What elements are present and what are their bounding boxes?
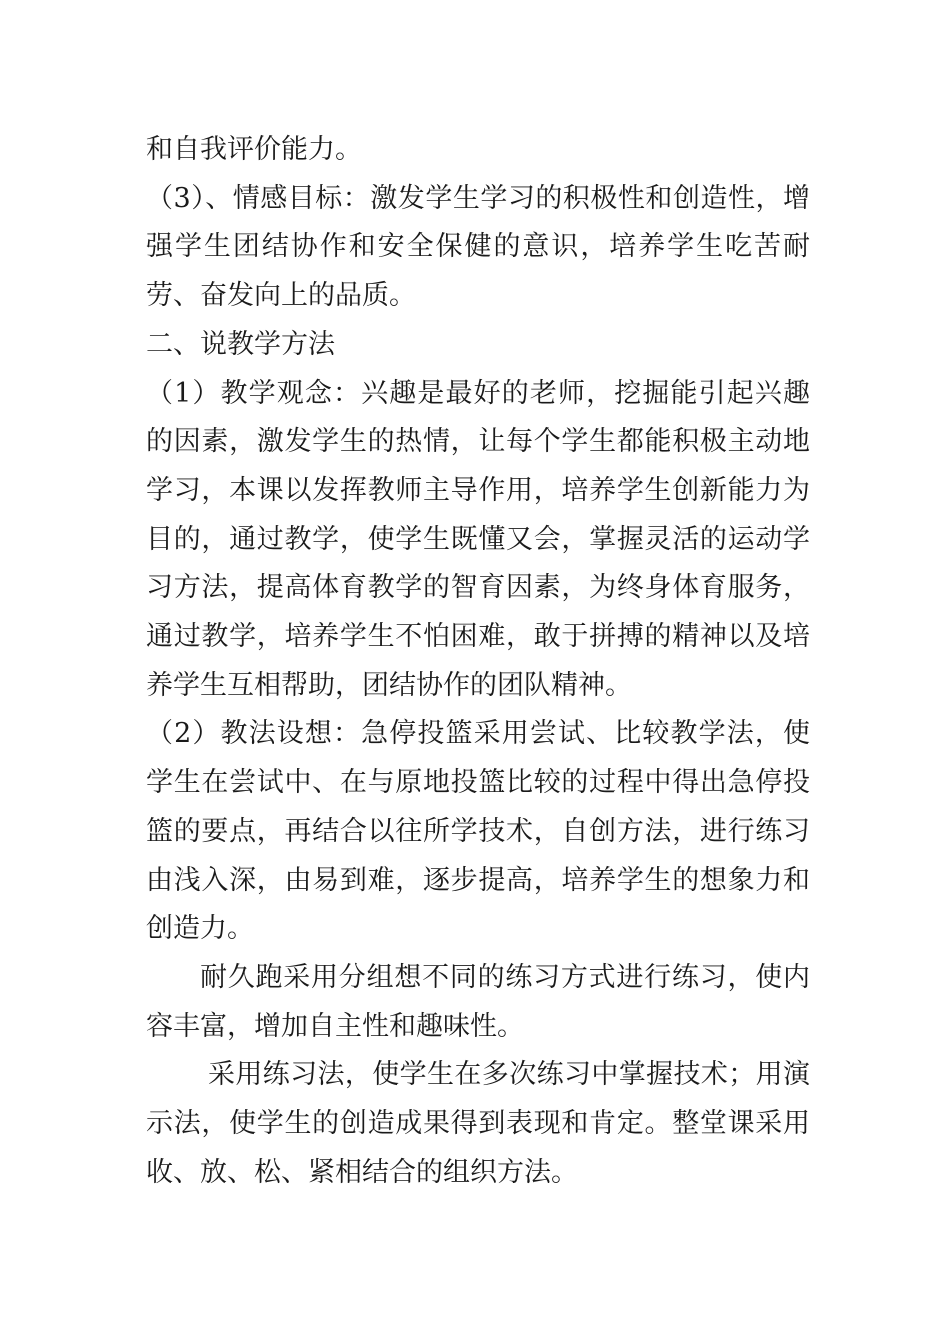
paragraph-teaching-plan: （2）教法设想：急停投篮采用尝试、比较教学法，使学生在尝试中、在与原地投篮比较的过程中得出急停投篮的要点，再结合以往所学技术，自创方法，进行练习由浅入深，由易到难，逐步提高，培养学生的想象力和创造力。	[146, 718, 810, 945]
paragraph-continuation: 和自我评价能力。	[146, 134, 362, 165]
document-body	[146, 126, 810, 1197]
section-heading-teaching-methods: 二、说教学方法	[146, 328, 335, 360]
paragraph-endurance-run: 耐久跑采用分组想不同的练习方式进行练习，使内容丰富，增加自主性和趣味性。	[146, 961, 810, 1042]
paragraph-teaching-concept: （1）教学观念：兴趣是最好的老师，挖掘能引起兴趣的因素，激发学生的热情，让每个学生都能积极主动地学习，本课以发挥教师主导作用，培养学生创新能力为目的，通过教学，使学生既懂又会，掌握灵活的运动学习方法，提高体育教学的智育因素，为终身体育服务，通过教学，培养学生不怕困难，敢于拼搏的精神以及培养学生互相帮助，团结协作的团队精神。	[146, 377, 810, 701]
paragraph-practice-method: 采用练习法，使学生在多次练习中掌握技术；用演示法，使学生的创造成果得到表现和肯定。整堂课采用收、放、松、紧相结合的组织方法。	[146, 1059, 810, 1188]
paragraph-affective-goal: （3）、情感目标：激发学生学习的积极性和创造性，增强学生团结协作和安全保健的意识，培养学生吃苦耐劳、奋发向上的品质。	[146, 182, 810, 312]
